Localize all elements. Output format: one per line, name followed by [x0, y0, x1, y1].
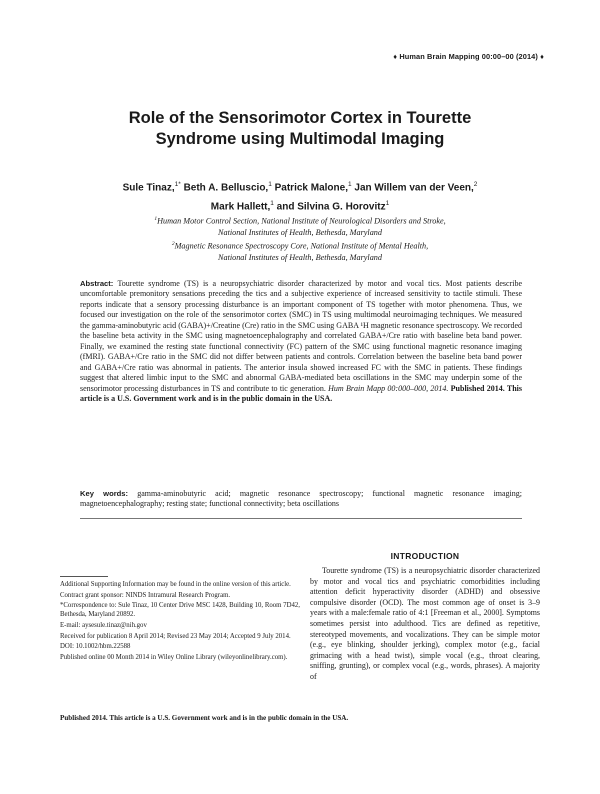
- author-name: and Silvina G. Horovitz: [276, 201, 386, 213]
- affiliation-line: Human Motor Control Section, National Institute of Neurological Disorders and Stroke,: [157, 216, 446, 226]
- affiliation-line: National Institutes of Health, Bethesda, Maryland: [218, 252, 382, 262]
- keywords-body: gamma-aminobutyric acid; magnetic resonance spectroscopy; functional magnetic resonance imaging; magnetoencephalography; resting state; functional connectivity; beta oscillations: [80, 489, 523, 509]
- title-line-2: Syndrome using Multimodal Imaging: [155, 130, 445, 148]
- affiliation-line: Magnetic Resonance Spectroscopy Core, National Institute of Mental Health,: [174, 241, 429, 251]
- author-name: Jan Willem van der Veen,: [354, 182, 474, 194]
- abstract-statement: Published 2014. This article is a U.S. Government work and is in the public domain in the USA.: [80, 383, 523, 403]
- affiliation-number: 2: [171, 240, 175, 247]
- copyright-note: Published 2014. This article is a U.S. Government work and is in the public domain in the USA.: [60, 714, 349, 722]
- author-name: Patrick Malone,: [274, 182, 348, 194]
- author-affiliation-mark: 2: [473, 181, 478, 188]
- author-name: Beth A. Belluscio,: [183, 182, 269, 194]
- author-name: Mark Hallett,: [210, 201, 271, 213]
- footnotes: [60, 580, 300, 663]
- footnote: E-mail: aysesule.tinaz@nih.gov: [60, 622, 147, 630]
- section-divider: [80, 518, 522, 519]
- footnote: Contract grant sponsor: NINDS Intramural Research Program.: [60, 591, 231, 599]
- affiliations: [90, 214, 510, 263]
- keywords-label: Key words:: [80, 489, 129, 498]
- abstract-label: Abstract:: [80, 279, 114, 288]
- corresponding-author-mark: *: [178, 181, 181, 188]
- running-header: [393, 52, 544, 61]
- footnote: Received for publication 8 April 2014; Revised 23 May 2014; Accepted 9 July 2014.: [60, 632, 291, 640]
- header-bullet-right: ♦: [540, 52, 544, 61]
- affiliation-line: National Institutes of Health, Bethesda, Maryland: [218, 228, 382, 238]
- author-affiliation-mark: 1: [268, 181, 272, 188]
- author-name: Sule Tinaz,: [122, 182, 175, 194]
- paper-title: [60, 108, 540, 150]
- author-affiliation-mark: 1: [174, 181, 179, 188]
- footnote: Published online 00 Month 2014 in Wiley Online Library (wileyonlinelibrary.com).: [60, 653, 288, 661]
- section-heading: INTRODUCTION: [390, 551, 460, 561]
- title-line-1: Role of the Sensorimotor Cortex in Tourette: [128, 109, 472, 127]
- footnote: *Correspondence to: Sule Tinaz, 10 Center Drive MSC 1428, Building 10, Room 7D42, Bethesda, Maryland 20892.: [60, 602, 300, 619]
- affiliation-number: 1: [154, 216, 158, 222]
- affiliation: [90, 239, 510, 252]
- introduction-text: Tourette syndrome (TS) is a neuropsychiatric disorder characterized by motor and vocal tics and psychiatric comorbidities including attention deficit hyperactivity disorder (ADHD) and obsessive compulsive disorder (OCD). The most common age of onset is 3–9 years with a male:female ratio of 4:1 [Freeman et al., 2000]. Symptoms sometimes persist into adulthood. Tics are defined as repetitive, stereotyped movements, and vocalizations. They can be simple motor (e.g., eye blinking, shoulder jerking), complex motor (e.g., facial grimacing with a head twist), simple vocal (e.g., throat clearing, sniffing, grunting), or complex vocal (e.g., words, phrases). A majority of: [310, 566, 540, 681]
- footnote: DOI: 10.1002/hbm.22588: [60, 643, 131, 651]
- author-affiliation-mark: 1: [270, 200, 274, 208]
- journal-citation: Human Brain Mapping 00:00–00 (2014): [399, 52, 538, 61]
- author-affiliation-mark: 1: [347, 181, 352, 188]
- abstract-citation: Hum Brain Mapp 00:000–000, 2014.: [328, 383, 449, 393]
- keywords: [80, 489, 522, 510]
- abstract: [80, 279, 522, 404]
- footnote-divider: [60, 576, 108, 577]
- header-bullet-left: ♦: [393, 52, 398, 61]
- footnote: Additional Supporting Information may be found in the online version of this article.: [60, 581, 291, 588]
- abstract-body: Tourette syndrome (TS) is a neuropsychiatric disorder characterized by motor and vocal tics. Most patients describe uncomfortable premonitory sensations preceding the tics and a subjective experience of increased sensitivity to tactile stimuli. These reports indicate that a sensory processing disturbance is an important component of TS together with motor phenomena. Thus, we focused our investigation on the role of the sensorimotor cortex (SMC) in TS using multimodal neuroimaging techniques. We measured the gamma-aminobutyric acid (GABA)+/Creatine (Cre) ratio in the SMC using GABA ¹H magnetic resonance spectroscopy. We recorded the baseline beta activity in the SMC using magnetoencephalography and correlated GABA+/Cre ratio with baseline beta band power. Finally, we examined the resting state functional connectivity (FC) pattern of the SMC using functional magnetic resonance imaging (fMRI). GABA+/Cre ratio in the SMC did not differ between patients and controls. Correlation between the baseline beta band power and GABA+/Cre ratio was abnormal in patients. The anterior insula showed increased FC with the SMC in patients. These findings suggest that altered limbic input to the SMC and abnormal GABA-mediated beta oscillations in the SMC may underpin some of the sensorimotor processing disturbances in TS and contribute to tic generation.: [80, 279, 523, 393]
- affiliation: [90, 214, 510, 227]
- author-affiliation-mark: 1: [385, 200, 390, 208]
- author-list: [70, 177, 530, 216]
